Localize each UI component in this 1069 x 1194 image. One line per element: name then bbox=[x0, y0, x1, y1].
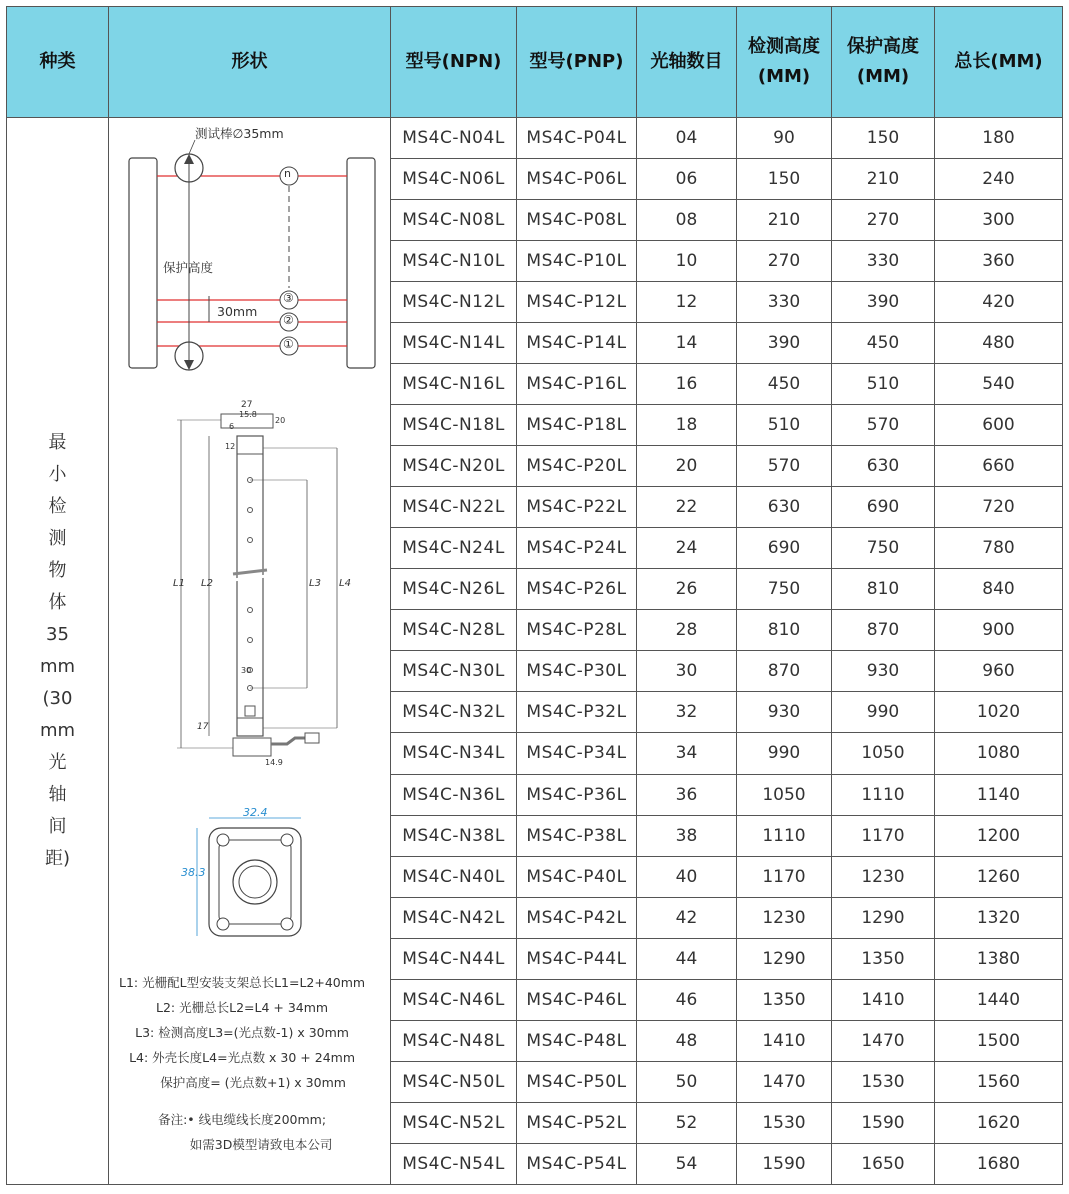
pnp-model: MS4C-P48L bbox=[517, 1020, 637, 1061]
category-char: (30 bbox=[42, 688, 73, 709]
total-length: 420 bbox=[935, 282, 1063, 323]
header-detect-line1: 检测高度 bbox=[748, 36, 820, 57]
pnp-model: MS4C-P10L bbox=[517, 241, 637, 282]
protect-height: 750 bbox=[832, 528, 935, 569]
protect-height: 1110 bbox=[832, 774, 935, 815]
protect-height: 1170 bbox=[832, 815, 935, 856]
header-axes: 光轴数目 bbox=[637, 7, 737, 118]
header-total-length: 总长(MM) bbox=[935, 7, 1063, 118]
detect-height: 1350 bbox=[737, 979, 832, 1020]
axes-count: 50 bbox=[637, 1061, 737, 1102]
npn-model: MS4C-N36L bbox=[391, 774, 517, 815]
total-length: 1020 bbox=[935, 692, 1063, 733]
note-cable: 备注:• 线电缆线长度200mm; bbox=[158, 1112, 327, 1127]
beam-n-label: n bbox=[284, 167, 291, 180]
npn-model: MS4C-N20L bbox=[391, 446, 517, 487]
detect-height: 450 bbox=[737, 364, 832, 405]
npn-model: MS4C-N08L bbox=[391, 200, 517, 241]
header-row bbox=[7, 7, 1063, 118]
header-detect-line2: (MM) bbox=[757, 66, 811, 87]
dim-38-3: 38.3 bbox=[181, 866, 206, 879]
category-char: 物 bbox=[48, 560, 67, 581]
total-length: 600 bbox=[935, 405, 1063, 446]
npn-model: MS4C-N12L bbox=[391, 282, 517, 323]
dim-17: 17 bbox=[197, 722, 209, 732]
axes-count: 28 bbox=[637, 610, 737, 651]
shape-cell bbox=[109, 118, 391, 1185]
axes-count: 34 bbox=[637, 733, 737, 774]
category-cell bbox=[7, 118, 109, 1185]
category-char: 小 bbox=[48, 464, 67, 485]
axes-count: 40 bbox=[637, 856, 737, 897]
protect-height: 1350 bbox=[832, 938, 935, 979]
axes-count: 12 bbox=[637, 282, 737, 323]
category-char: 轴 bbox=[48, 784, 67, 805]
notes bbox=[119, 970, 365, 1157]
header-shape: 形状 bbox=[109, 7, 391, 118]
detect-height: 1410 bbox=[737, 1020, 832, 1061]
spec-table bbox=[6, 6, 1063, 1185]
beam-3-label: ③ bbox=[283, 291, 294, 305]
total-length: 1140 bbox=[935, 774, 1063, 815]
pnp-model: MS4C-P24L bbox=[517, 528, 637, 569]
protect-height: 1470 bbox=[832, 1020, 935, 1061]
total-length: 1080 bbox=[935, 733, 1063, 774]
header-protect-line2: (MM) bbox=[856, 66, 910, 87]
npn-model: MS4C-N50L bbox=[391, 1061, 517, 1102]
npn-model: MS4C-N18L bbox=[391, 405, 517, 446]
pnp-model: MS4C-P38L bbox=[517, 815, 637, 856]
protect-height: 1230 bbox=[832, 856, 935, 897]
axes-count: 36 bbox=[637, 774, 737, 815]
dim-l4: L4 bbox=[339, 578, 351, 589]
dim-l1: L1 bbox=[173, 578, 185, 589]
protect-height: 270 bbox=[832, 200, 935, 241]
npn-model: MS4C-N28L bbox=[391, 610, 517, 651]
npn-model: MS4C-N24L bbox=[391, 528, 517, 569]
pnp-model: MS4C-P04L bbox=[517, 118, 637, 159]
total-length: 540 bbox=[935, 364, 1063, 405]
header-npn: 型号(NPN) bbox=[391, 7, 517, 118]
detect-height: 150 bbox=[737, 159, 832, 200]
detect-height: 630 bbox=[737, 487, 832, 528]
protect-height: 570 bbox=[832, 405, 935, 446]
axes-count: 14 bbox=[637, 323, 737, 364]
total-length: 1500 bbox=[935, 1020, 1063, 1061]
detect-height: 210 bbox=[737, 200, 832, 241]
total-length: 360 bbox=[935, 241, 1063, 282]
category-char: 体 bbox=[48, 592, 67, 613]
test-rod-label: 测试棒∅35mm bbox=[195, 126, 284, 141]
dim-l3: L3 bbox=[309, 578, 321, 589]
pnp-model: MS4C-P50L bbox=[517, 1061, 637, 1102]
category-char: 距) bbox=[44, 848, 71, 869]
npn-model: MS4C-N16L bbox=[391, 364, 517, 405]
detect-height: 510 bbox=[737, 405, 832, 446]
pitch-label: 30mm bbox=[217, 304, 258, 319]
dim-14-9: 14.9 bbox=[265, 758, 283, 767]
detect-height: 930 bbox=[737, 692, 832, 733]
detect-height: 1290 bbox=[737, 938, 832, 979]
total-length: 480 bbox=[935, 323, 1063, 364]
pnp-model: MS4C-P26L bbox=[517, 569, 637, 610]
category-char: 间 bbox=[48, 816, 67, 837]
cable bbox=[271, 738, 309, 744]
note-protect: 保护高度= (光点数+1) x 30mm bbox=[160, 1075, 346, 1090]
total-length: 1560 bbox=[935, 1061, 1063, 1102]
npn-model: MS4C-N38L bbox=[391, 815, 517, 856]
category-text bbox=[7, 427, 108, 875]
npn-model: MS4C-N54L bbox=[391, 1143, 517, 1184]
npn-model: MS4C-N52L bbox=[391, 1102, 517, 1143]
table-row bbox=[7, 118, 1063, 159]
note-3d: 如需3D模型请致电本公司 bbox=[189, 1137, 333, 1152]
category-char: 光 bbox=[48, 752, 67, 773]
protect-height: 1290 bbox=[832, 897, 935, 938]
detect-height: 1590 bbox=[737, 1143, 832, 1184]
pnp-model: MS4C-P22L bbox=[517, 487, 637, 528]
axes-count: 54 bbox=[637, 1143, 737, 1184]
axes-count: 46 bbox=[637, 979, 737, 1020]
shape-figure bbox=[109, 118, 391, 1184]
detect-height: 990 bbox=[737, 733, 832, 774]
axes-count: 44 bbox=[637, 938, 737, 979]
dim-15-8: 15.8 bbox=[239, 410, 257, 419]
detect-height: 870 bbox=[737, 651, 832, 692]
dim-32-4: 32.4 bbox=[243, 806, 268, 819]
protect-height: 1650 bbox=[832, 1143, 935, 1184]
axes-count: 16 bbox=[637, 364, 737, 405]
npn-model: MS4C-N10L bbox=[391, 241, 517, 282]
detect-height: 1470 bbox=[737, 1061, 832, 1102]
protect-height: 990 bbox=[832, 692, 935, 733]
npn-model: MS4C-N06L bbox=[391, 159, 517, 200]
pnp-model: MS4C-P30L bbox=[517, 651, 637, 692]
pnp-model: MS4C-P34L bbox=[517, 733, 637, 774]
axes-count: 08 bbox=[637, 200, 737, 241]
axes-count: 30 bbox=[637, 651, 737, 692]
axes-count: 48 bbox=[637, 1020, 737, 1061]
axes-count: 26 bbox=[637, 569, 737, 610]
npn-model: MS4C-N30L bbox=[391, 651, 517, 692]
detect-height: 750 bbox=[737, 569, 832, 610]
protect-height: 1410 bbox=[832, 979, 935, 1020]
axes-count: 18 bbox=[637, 405, 737, 446]
total-length: 180 bbox=[935, 118, 1063, 159]
axes-count: 32 bbox=[637, 692, 737, 733]
bracket-bottom bbox=[233, 738, 271, 756]
header-pnp: 型号(PNP) bbox=[517, 7, 637, 118]
note-l3: L3: 检测高度L3=(光点数-1) x 30mm bbox=[135, 1025, 349, 1040]
pnp-model: MS4C-P20L bbox=[517, 446, 637, 487]
detect-height: 1170 bbox=[737, 856, 832, 897]
npn-model: MS4C-N48L bbox=[391, 1020, 517, 1061]
pnp-model: MS4C-P16L bbox=[517, 364, 637, 405]
protect-height: 210 bbox=[832, 159, 935, 200]
pnp-model: MS4C-P28L bbox=[517, 610, 637, 651]
category-char: 检 bbox=[48, 496, 67, 517]
protect-height: 930 bbox=[832, 651, 935, 692]
protect-height: 1590 bbox=[832, 1102, 935, 1143]
protect-height-label: 保护高度 bbox=[163, 260, 214, 275]
npn-model: MS4C-N14L bbox=[391, 323, 517, 364]
detect-height: 690 bbox=[737, 528, 832, 569]
protect-height: 870 bbox=[832, 610, 935, 651]
protect-height: 1050 bbox=[832, 733, 935, 774]
total-length: 840 bbox=[935, 569, 1063, 610]
dim-l2: L2 bbox=[201, 578, 213, 589]
category-char: mm bbox=[39, 656, 76, 677]
npn-model: MS4C-N32L bbox=[391, 692, 517, 733]
emitter-bar bbox=[129, 158, 157, 368]
total-length: 1380 bbox=[935, 938, 1063, 979]
protect-height: 810 bbox=[832, 569, 935, 610]
total-length: 780 bbox=[935, 528, 1063, 569]
dim-12: 12 bbox=[225, 442, 236, 451]
pnp-model: MS4C-P32L bbox=[517, 692, 637, 733]
total-length: 240 bbox=[935, 159, 1063, 200]
pnp-model: MS4C-P42L bbox=[517, 897, 637, 938]
beam-1-label: ① bbox=[283, 337, 294, 351]
pnp-model: MS4C-P36L bbox=[517, 774, 637, 815]
pnp-model: MS4C-P54L bbox=[517, 1143, 637, 1184]
detect-height: 810 bbox=[737, 610, 832, 651]
detect-height: 90 bbox=[737, 118, 832, 159]
axes-count: 06 bbox=[637, 159, 737, 200]
axes-count: 42 bbox=[637, 897, 737, 938]
detect-height: 1110 bbox=[737, 815, 832, 856]
header-detect-height bbox=[737, 7, 832, 118]
total-length: 1320 bbox=[935, 897, 1063, 938]
pnp-model: MS4C-P08L bbox=[517, 200, 637, 241]
receiver-bar bbox=[347, 158, 375, 368]
protect-height: 330 bbox=[832, 241, 935, 282]
led-dot bbox=[248, 638, 253, 643]
npn-model: MS4C-N22L bbox=[391, 487, 517, 528]
protect-height: 630 bbox=[832, 446, 935, 487]
category-char: mm bbox=[39, 720, 76, 741]
axes-count: 04 bbox=[637, 118, 737, 159]
axes-count: 38 bbox=[637, 815, 737, 856]
detect-height: 1530 bbox=[737, 1102, 832, 1143]
npn-model: MS4C-N26L bbox=[391, 569, 517, 610]
beam-2-label: ② bbox=[283, 313, 294, 327]
header-category: 种类 bbox=[7, 7, 109, 118]
dim-27: 27 bbox=[241, 400, 253, 410]
pnp-model: MS4C-P52L bbox=[517, 1102, 637, 1143]
npn-model: MS4C-N34L bbox=[391, 733, 517, 774]
protect-height: 390 bbox=[832, 282, 935, 323]
total-length: 1200 bbox=[935, 815, 1063, 856]
protect-height: 450 bbox=[832, 323, 935, 364]
total-length: 1260 bbox=[935, 856, 1063, 897]
npn-model: MS4C-N46L bbox=[391, 979, 517, 1020]
protect-height: 510 bbox=[832, 364, 935, 405]
pnp-model: MS4C-P40L bbox=[517, 856, 637, 897]
npn-model: MS4C-N04L bbox=[391, 118, 517, 159]
detect-height: 270 bbox=[737, 241, 832, 282]
dim-20: 20 bbox=[275, 416, 286, 425]
led-dot bbox=[248, 538, 253, 543]
header-protect-height bbox=[832, 7, 935, 118]
pnp-model: MS4C-P18L bbox=[517, 405, 637, 446]
detect-height: 1230 bbox=[737, 897, 832, 938]
npn-model: MS4C-N44L bbox=[391, 938, 517, 979]
category-char: 最 bbox=[48, 432, 67, 453]
dim-6: 6 bbox=[229, 422, 235, 431]
axes-count: 52 bbox=[637, 1102, 737, 1143]
axes-count: 10 bbox=[637, 241, 737, 282]
detect-height: 330 bbox=[737, 282, 832, 323]
protect-height: 690 bbox=[832, 487, 935, 528]
pnp-model: MS4C-P12L bbox=[517, 282, 637, 323]
total-length: 300 bbox=[935, 200, 1063, 241]
total-length: 900 bbox=[935, 610, 1063, 651]
detect-height: 1050 bbox=[737, 774, 832, 815]
npn-model: MS4C-N40L bbox=[391, 856, 517, 897]
total-length: 1440 bbox=[935, 979, 1063, 1020]
note-l4: L4: 外壳长度L4=光点数 x 30 + 24mm bbox=[129, 1050, 356, 1065]
axes-count: 22 bbox=[637, 487, 737, 528]
total-length: 720 bbox=[935, 487, 1063, 528]
axes-count: 20 bbox=[637, 446, 737, 487]
total-length: 1620 bbox=[935, 1102, 1063, 1143]
detect-height: 570 bbox=[737, 446, 832, 487]
total-length: 960 bbox=[935, 651, 1063, 692]
pnp-model: MS4C-P06L bbox=[517, 159, 637, 200]
protect-height: 1530 bbox=[832, 1061, 935, 1102]
pnp-model: MS4C-P14L bbox=[517, 323, 637, 364]
note-l2: L2: 光栅总长L2=L4 + 34mm bbox=[156, 1000, 329, 1015]
detect-height: 390 bbox=[737, 323, 832, 364]
total-length: 1680 bbox=[935, 1143, 1063, 1184]
category-char: 35 bbox=[46, 624, 69, 645]
header-protect-line1: 保护高度 bbox=[847, 36, 919, 57]
pnp-model: MS4C-P44L bbox=[517, 938, 637, 979]
led-dot bbox=[248, 508, 253, 513]
pnp-model: MS4C-P46L bbox=[517, 979, 637, 1020]
npn-model: MS4C-N42L bbox=[391, 897, 517, 938]
total-length: 660 bbox=[935, 446, 1063, 487]
led-dot bbox=[248, 608, 253, 613]
axes-count: 24 bbox=[637, 528, 737, 569]
note-l1: L1: 光栅配L型安装支架总长L1=L2+40mm bbox=[119, 975, 366, 990]
category-char: 测 bbox=[48, 528, 67, 549]
protect-height: 150 bbox=[832, 118, 935, 159]
dim-30: 30 bbox=[241, 666, 252, 675]
